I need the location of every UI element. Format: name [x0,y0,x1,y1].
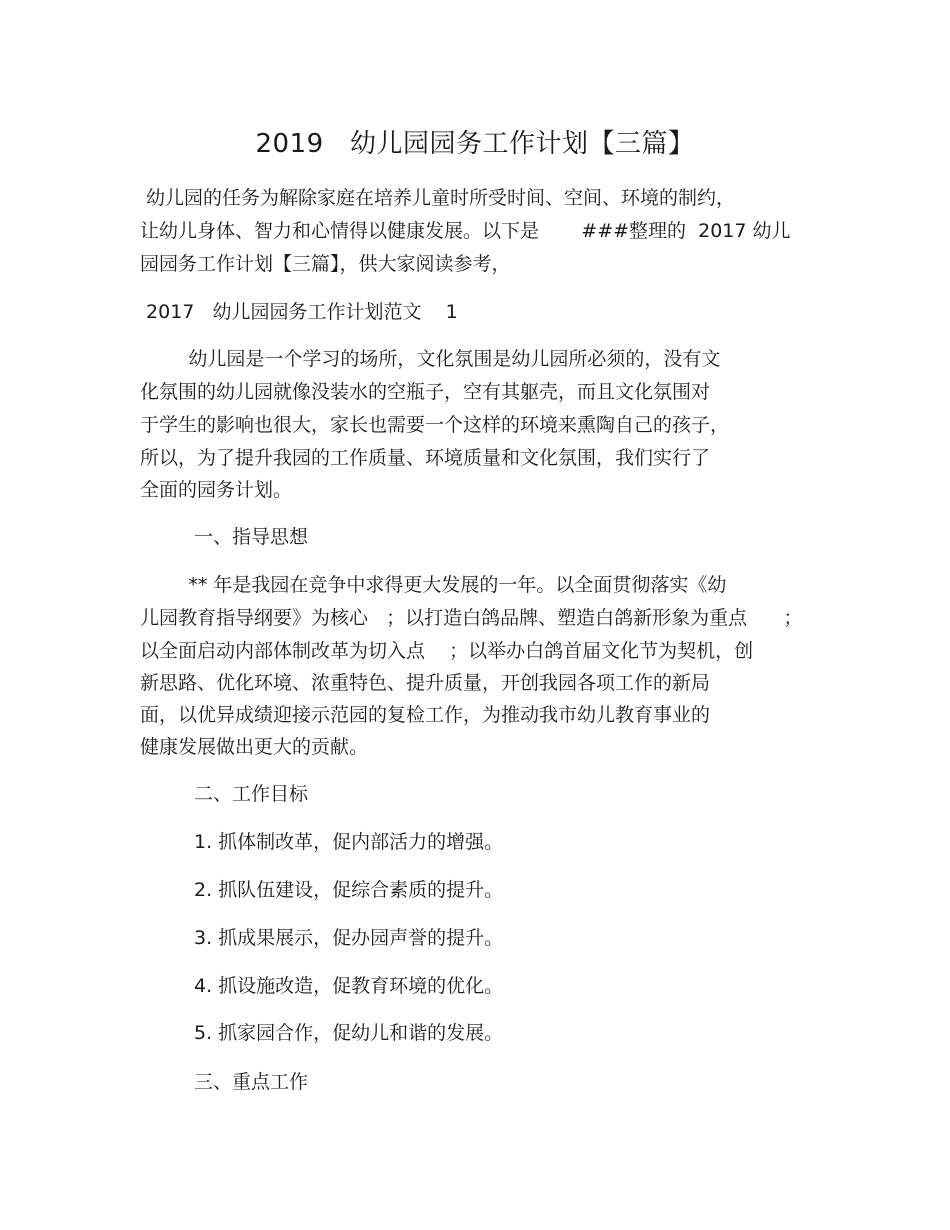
section-heading-3: 三、重点工作 [194,1071,309,1093]
paragraph2-line-1: ** 年是我园在竞争中求得更大发展的一年。以全面贯彻落实《幼 [140,574,727,596]
intro-line-1: 幼儿园的任务为解除家庭在培养儿童时所受时间、空间、环境的制约， [140,187,736,209]
goal-item-4: 4. 抓设施改造，促教育环境的优化。 [194,975,504,997]
paragraph1-line-4: 所以，为了提升我园的工作质量、环境质量和文化氛围，我们实行了 [140,447,711,469]
subtitle: 2017 幼儿园园务工作计划范文 1 [140,301,458,323]
document-title: 2019 幼儿园园务工作计划【三篇】 [255,129,695,159]
paragraph2-line-5: 面，以优异成绩迎接示范园的复检工作，为推动我市幼儿教育事业的 [140,704,711,726]
paragraph2-line-6: 健康发展做出更大的贡献。 [140,736,369,758]
paragraph1-line-5: 全面的园务计划。 [140,479,293,501]
goal-item-1: 1. 抓体制改革，促内部活力的增强。 [194,831,504,853]
intro-line-2: 让幼儿身体、智力和心情得以健康发展。以下是 ###整理的 2017 幼儿 [140,220,791,242]
intro-line-3: 园园务工作计划【三篇】，供大家阅读参考， [140,253,511,275]
goal-item-2: 2. 抓队伍建设，促综合素质的提升。 [194,879,504,901]
paragraph2-line-4: 新思路、优化环境、浓重特色、提升质量，开创我园各项工作的新局 [140,672,711,694]
goal-item-3: 3. 抓成果展示，促办园声誉的提升。 [194,927,504,949]
paragraph1-line-1: 幼儿园是一个学习的场所，文化氛围是幼儿园所必须的，没有文 [140,348,721,370]
paragraph1-line-3: 于学生的影响也很大，家长也需要一个这样的环境来熏陶自己的孩子， [140,414,730,436]
paragraph2-line-3: 以全面启动内部体制改革为切入点 ；以举办白鸽首届文化节为契机，创 [140,640,754,662]
paragraph2-line-2: 儿园教育指导纲要》为核心 ；以打造白鸽品牌、塑造白鸽新形象为重点 ； [140,607,803,629]
section-heading-1: 一、指导思想 [194,526,309,548]
paragraph1-line-2: 化氛围的幼儿园就像没装水的空瓶子，空有其躯壳，而且文化氛围对 [140,381,711,403]
section-heading-2: 二、工作目标 [194,783,309,805]
goal-item-5: 5. 抓家园合作，促幼儿和谐的发展。 [194,1022,504,1044]
